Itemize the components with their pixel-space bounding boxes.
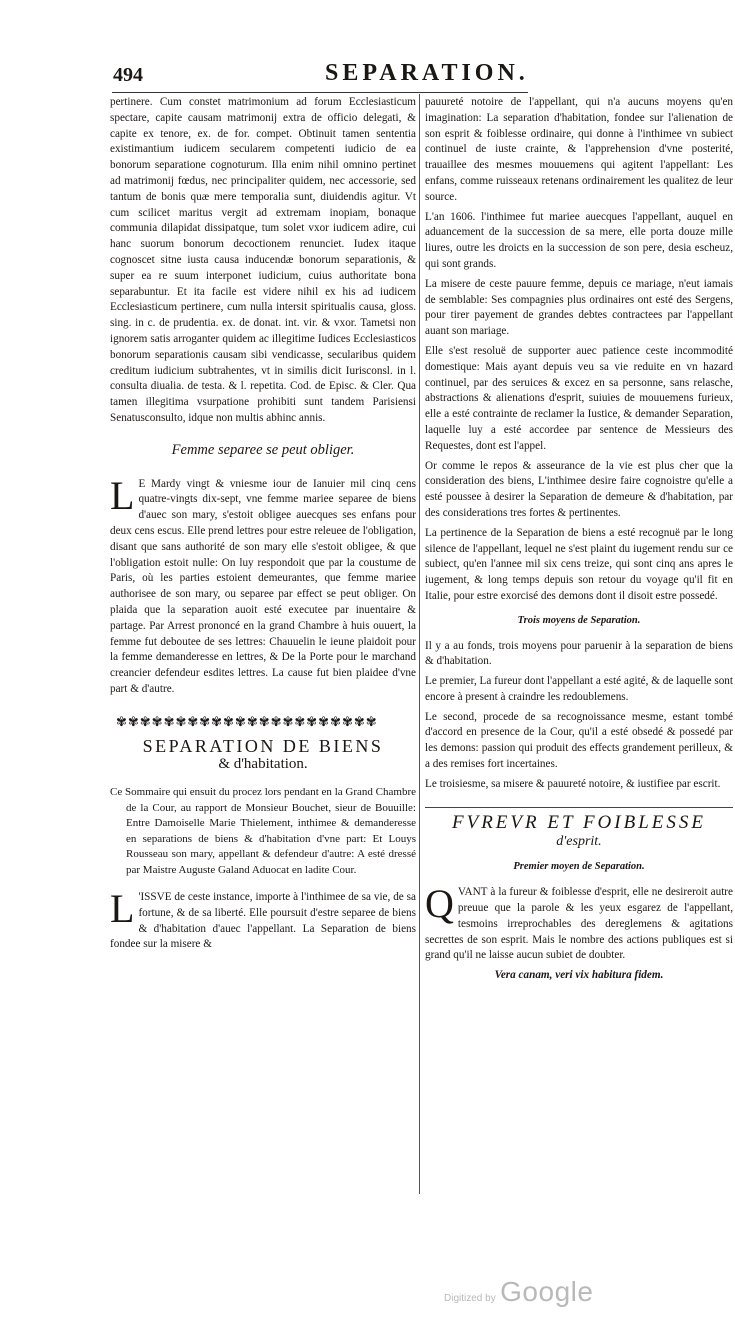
section-heading: Trois moyens de Separation. xyxy=(517,614,641,626)
paragraph: Il y a au fonds, trois moyens pour paruenir à la separation de biens & d'habitation. xyxy=(425,639,733,668)
drop-cap: L xyxy=(110,472,135,518)
paragraph: Or comme le repos & asseurance de la vie est plus cher que la consideration des biens, L'inthimee desire faire cognoistre qu'elle a esté poussee à desirer la Separation de demeure & d'habitation, par des considerations tres fortes & pertinentes. xyxy=(425,459,733,519)
paragraph: Le second, procede de sa recognoissance mesme, estant tombé d'accord en presence de la Cour, qu'il a esté obsedé & possedé par les demons: passion qui produit des effects grandement perilleux, & a des remises fort incertaines. xyxy=(425,710,733,771)
paragraph: Le troisiesme, sa misere & pauureté notoire, & iustifiee par escrit. xyxy=(425,777,721,790)
watermark-prefix: Digitized by xyxy=(444,1293,496,1304)
paragraph: pertinere. Cum constet matrimonium ad forum Ecclesiasticum spectare, capite causam matrimonij extra de officio delegati, & capite ex tenore, ex. de for. compet. Obtinuit tamen sententia existimantium iudicem secularem competenti iudicio de ea bonorum separatione cognoturum. Illa enim nihil omnino pertinet ad matrimonij fœdus, nec principaliter quidem, nec accessorie, sed tantum de bonis quæ mere temporalia sunt, diuidendis agitur. Vt cum scilicet maritus vergit ad extremam inopiam, bonaque communia dilapidat dissipatque, tum solet vxor iudicem adire, cui hanc suorum bonorum decoctionem renunciet. Iudex itaque cognoscet sitne iusta causa inducendæ bonorum separationis, & super ea re suum interponet iudicium, cuius authoritate bona separabuntur. Et ita facile est videre nihil ex his ad iudicem Ecclesiasticum pertinere, cum nulla intersit spiritualis causa, gloss. sing. in c. de prudentia. ex. de donat. int. vir. & vxor. Tametsi non ignorem satis arroganter quidem ac illegitime Iudices Ecclesiasticos bonorum separationis causam sibi vendicasse, secularibus quidem creditum iudicium subtrahentes, vt in similis dicit Iurisconsl. in l. consulta diualia. de testa. & l. repetita. Cod. de Episc. & Cler. Qua tamen illegitima vsurpatione prohibiti sunt tandem Parisiensi Senatusconsulto, idque non multis abhinc annis. xyxy=(110,96,416,424)
chapter-subtitle: d'esprit. xyxy=(556,833,602,849)
section-title: SEPARATION DE BIENS xyxy=(142,736,384,757)
paragraph: Le premier, La fureur dont l'appellant a esté agité, & de laquelle sont encore à present à craindre les redoublemens. xyxy=(425,675,733,703)
section-subtitle: & d'habitation. xyxy=(218,756,308,773)
chapter-title: FVREVR ET FOIBLESSE xyxy=(451,811,706,833)
subsection-heading: Premier moyen de Separation. xyxy=(513,861,645,873)
page-number: 494 xyxy=(113,64,143,86)
paragraph: La misere de ceste pauure femme, depuis ce mariage, n'eut iamais de semblable: Ses compagnies plus ordinaires ont esté des Sergens, pour tirer payement de grandes debtes contractees par l'appellant auant son mariage. xyxy=(425,277,733,338)
fleuron-ornament: ✾✾✾✾✾✾✾✾✾✾✾✾✾✾✾✾✾✾✾✾✾✾ xyxy=(116,713,378,729)
paragraph-text: VANT à la fureur & foiblesse d'esprit, elle ne desireroit autre preuue que la parole & les yeux esgarez de l'appellant, tesmoins irreprochables des dereglemens & agitations secrettes de son esprit. Mais le nombre des actions publiques est si grand qu'il ne laisse aucun subiet de doubter. xyxy=(425,886,733,962)
running-head: SEPARATION. xyxy=(325,60,529,86)
latin-motto: Vera canam, veri vix habitura fidem. xyxy=(494,969,664,982)
paragraph xyxy=(425,881,733,964)
paragraph-text: E Mardy vingt & vniesme iour de Ianuier mil cinq cens quatre-vingts dix-sept, vne femme mariee separee de biens d'auec son mary, s'estoit obligee auecques ses enfans pour deux cens escus. Elle prend lettres pour estre releuee de l'obligation, disant que sans authorité de son mary elle s'estoit obligee, & que l'obligation estoit nulle: On luy respondoit que par la coustume de Paris, où les parties estoient demeurantes, que femme mariee authorisee de son mary, ou separee par effect se peut obliger. On plaida que la separation auoit esté executee par inuentaire & partage. Par Arrest prononcé en la grand Chambre à huis ouuert, la femme fut deboutee de ses lettres: Chauuelin le ieune plaidoit pour la femme demanderesse en lettres, & De la Porte pour le marchand creancier defendeur esdites lettres. La cause fut bien plaidee d'vne part & d'autre. xyxy=(110,477,416,695)
paragraph: pauureté notoire de l'appellant, qui n'a aucuns moyens qu'en imagination: La separation d'habitation, fondee sur l'alienation de son esprit & foiblesse ordinaire, qui donne à l'inthimee vn subiect continuel de iuste crainte, & l'apprehension d'vne posterité, trauaillee des mesmes mouuemens qui agitent l'appellant: Les enfans, comme ruisseaux retenans ordinairement les qualitez de leur source. xyxy=(425,96,733,203)
column-divider xyxy=(419,94,420,1194)
paragraph: L'an 1606. l'inthimee fut mariee auecques l'appellant, auquel en aduancement de la succession de sa mere, elle porta douze mille liures, outre les droicts en la succession de son pere, desia escheuz, qui sont grands. xyxy=(425,210,733,270)
drop-cap: Q xyxy=(425,881,454,927)
header-rule xyxy=(112,92,528,93)
summary-paragraph: Ce Sommaire qui ensuit du procez lors pendant en la Grand Chambre de la Cour, au rapport de Monsieur Bouchet, sieur de Bouuille: Entre Damoiselle Marie Thielement, inthimee & demanderesse en separations de biens & d'habitation d'vne part: Et Louys Rousseau son mary, appellant & defendeur d'autre: A esté dressé par Maistre Auguste Galand Aduocat en ladite Cour. xyxy=(110,786,416,876)
google-logo: Google xyxy=(500,1276,594,1307)
left-column xyxy=(110,95,416,957)
drop-cap: L xyxy=(110,886,135,932)
digitized-watermark xyxy=(444,1276,593,1308)
section-rule xyxy=(425,807,733,808)
section-heading: Femme separee se peut obliger. xyxy=(171,441,355,458)
paragraph-text: 'ISSVE de ceste instance, importe à l'inthimee de sa vie, de sa fortune, & de sa liberté. Elle poursuit d'estre separee de biens & d'habitation d'auec l'appellant. La Separation de biens fondee sur la misere & xyxy=(110,891,416,951)
paragraph: Elle s'est resoluë de supporter auec patience ceste incommodité domestique: Mais ayant depuis veu sa vie reduite en vn hazard continuel, par des seruices & excez en sa personne, sans relasche, abstractions & alienations d'esprit, suiuies de mouuemens furieux, elle a esté contrainte de reclamer la Iustice, & demander Separation, laquelle luy a esté accordee par sentence de Messieurs des Requestes, dont est l'appel. xyxy=(425,344,733,452)
paragraph xyxy=(110,472,416,698)
paragraph: La pertinence de la Separation de biens a esté recognuë par le long silence de l'appellant, lequel ne s'est plaint du iugement rendu sur ce subiect, qu'en l'annee mil six cens treize, qui sont cinq ans apres le iugement, & long temps depuis son retour du voyage qu'il fit en Italie, pour estre exorcisé des demons dont il disoit estre possedé. xyxy=(425,526,733,602)
paragraph xyxy=(110,886,416,953)
right-column xyxy=(425,95,733,984)
